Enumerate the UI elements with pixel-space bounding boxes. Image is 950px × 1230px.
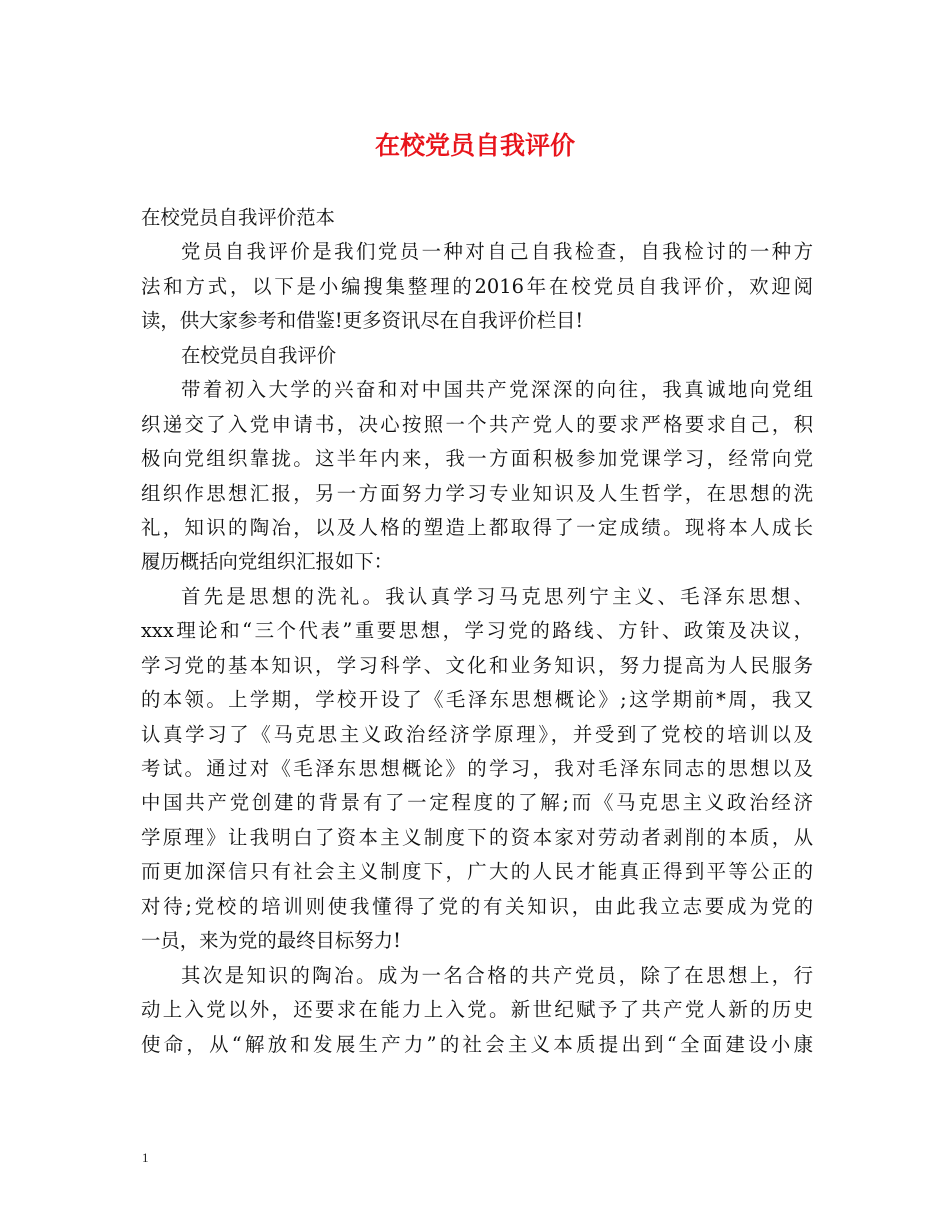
paragraph-line: 党员自我评价是我们党员一种对自己自我检查，自我检讨的一种方 (181, 240, 813, 264)
page-number: 1 (142, 1150, 149, 1165)
paragraph-line: 礼，知识的陶冶，以及人格的塑造上都取得了一定成绩。现将本人成长 (141, 515, 813, 539)
paragraph-line: 织递交了入党申请书，决心按照一个共产党人的要求严格要求自己，积 (141, 412, 813, 436)
paragraph-line: 对待;党校的培训则使我懂得了党的有关知识，由此我立志要成为党的 (141, 894, 813, 918)
paragraph-line: 带着初入大学的兴奋和对中国共产党深深的向往，我真诚地向党组 (181, 378, 813, 402)
paragraph-line: 使命，从“解放和发展生产力”的社会主义本质提出到“全面建设小康 (141, 1032, 813, 1056)
paragraph-line: 读，供大家参考和借鉴!更多资讯尽在自我评价栏目! (141, 309, 584, 333)
paragraph-line: 中国共产党创建的背景有了一定程度的了解;而《马克思主义政治经济 (141, 791, 813, 815)
paragraph-line: 考试。通过对《毛泽东思想概论》的学习，我对毛泽东同志的思想以及 (141, 757, 813, 780)
paragraph-line: 极向党组织靠拢。这半年内来，我一方面积极参加党课学习，经常向党 (141, 447, 813, 471)
section-heading-line: 在校党员自我评价 (181, 343, 337, 367)
paragraph-line: 学原理》让我明白了资本主义制度下的资本家对劳动者剥削的本质，从 (141, 825, 813, 849)
paragraph-line: 动上入党以外，还要求在能力上入党。新世纪赋予了共产党人新的历史 (141, 998, 813, 1022)
subtitle-line: 在校党员自我评价范本 (141, 206, 335, 229)
paragraph-line: 认真学习了《马克思主义政治经济学原理》，并受到了党校的培训以及 (141, 722, 813, 746)
paragraph-line: 法和方式，以下是小编搜集整理的2016年在校党员自我评价，欢迎阅 (141, 274, 813, 298)
paragraph-line: 一员，来为党的最终目标努力! (141, 929, 401, 953)
paragraph-line: xxx理论和“三个代表”重要思想，学习党的路线、方针、政策及决议， (141, 619, 813, 643)
paragraph-line: 履历概括向党组织汇报如下： (141, 550, 394, 574)
paragraph-line: 学习党的基本知识，学习科学、文化和业务知识，努力提高为人民服务 (141, 653, 813, 677)
paragraph-line: 首先是思想的洗礼。我认真学习马克思列宁主义、毛泽东思想、 (181, 584, 813, 608)
document-body (141, 201, 813, 1062)
paragraph-line: 组织作思想汇报，另一方面努力学习专业知识及人生哲学，在思想的洗 (141, 481, 813, 505)
paragraph-line: 其次是知识的陶冶。成为一名合格的共产党员，除了在思想上，行 (181, 963, 813, 987)
paragraph-line: 的本领。上学期，学校开设了《毛泽东思想概论》;这学期前*周，我又 (141, 688, 813, 712)
paragraph-line: 而更加深信只有社会主义制度下，广大的人民才能真正得到平等公正的 (141, 860, 813, 884)
document-title: 在校党员自我评价 (374, 131, 575, 160)
